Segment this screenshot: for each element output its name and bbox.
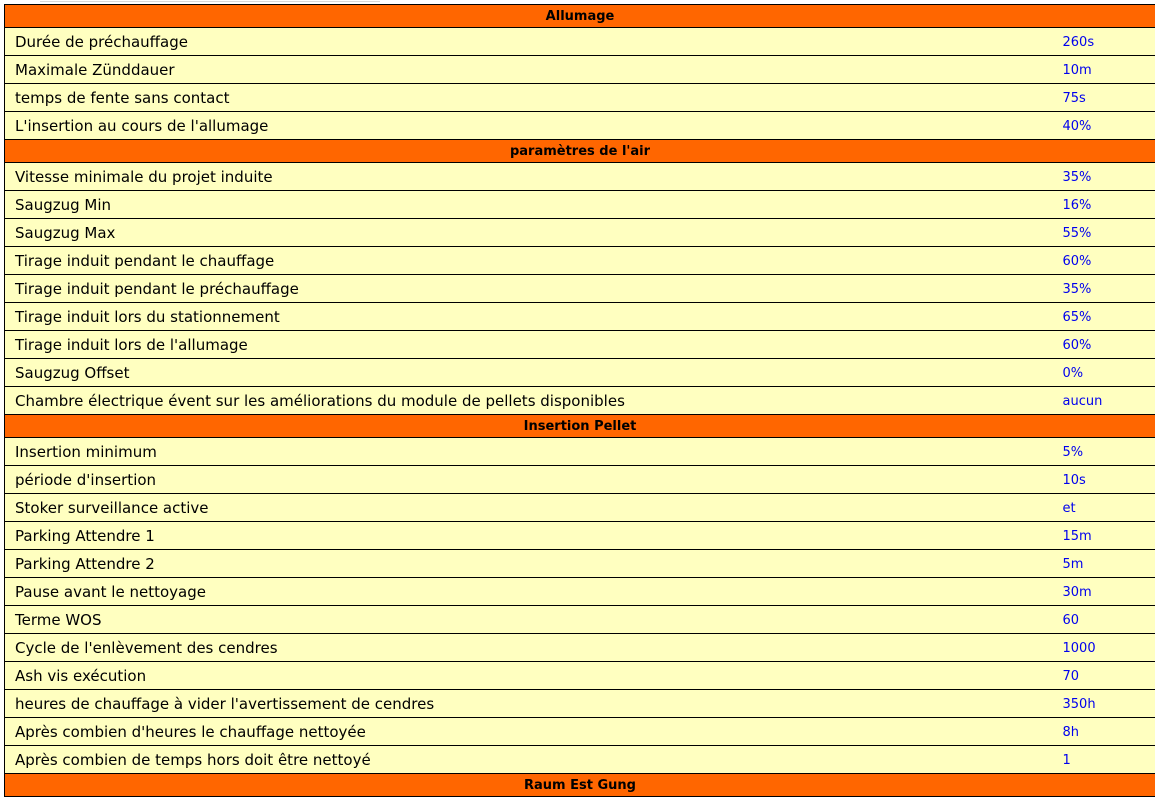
parameter-label: Parking Attendre 1 [5,522,1045,550]
parameter-value: 260s [1045,28,1155,56]
parameter-value: 70 [1045,662,1155,690]
parameter-label: Insertion minimum [5,438,1045,466]
parameter-row [5,191,1155,219]
parameter-row [5,466,1155,494]
parameter-label: Durée de préchauffage [5,28,1045,56]
parameter-label: Vitesse minimale du projet induite [5,163,1045,191]
parameter-value: aucun [1045,387,1155,415]
parameter-row [5,331,1155,359]
parameter-value: 60 [1045,606,1155,634]
section-header-row [5,415,1155,438]
parameter-label: Tirage induit lors du stationnement [5,303,1045,331]
cut-off-header-remnant [40,0,380,2]
parameter-value: 5m [1045,550,1155,578]
parameter-label: Tirage induit pendant le chauffage [5,247,1045,275]
parameter-value: 35% [1045,163,1155,191]
parameter-row [5,578,1155,606]
parameter-row [5,606,1155,634]
parameter-value: 15m [1045,522,1155,550]
parameter-row [5,163,1155,191]
parameters-table [4,4,1155,797]
parameter-row [5,359,1155,387]
parameter-label: heures de chauffage à vider l'avertissement de cendres [5,690,1045,718]
parameter-row [5,522,1155,550]
parameter-label: Tirage induit pendant le préchauffage [5,275,1045,303]
parameter-label: Parking Attendre 2 [5,550,1045,578]
parameter-label: Après combien d'heures le chauffage nettoyée [5,718,1045,746]
section-header-row [5,774,1155,797]
parameter-row [5,247,1155,275]
section-title: Allumage [5,5,1155,28]
parameter-label: Chambre électrique évent sur les améliorations du module de pellets disponibles [5,387,1045,415]
parameter-label: Cycle de l'enlèvement des cendres [5,634,1045,662]
parameter-value: 10m [1045,56,1155,84]
parameter-label: période d'insertion [5,466,1045,494]
parameter-row [5,662,1155,690]
parameter-label: Saugzug Max [5,219,1045,247]
parameter-value: 1000 [1045,634,1155,662]
parameter-value: 35% [1045,275,1155,303]
section-title: Insertion Pellet [5,415,1155,438]
parameter-row [5,303,1155,331]
parameter-label: Ash vis exécution [5,662,1045,690]
parameter-label: Saugzug Min [5,191,1045,219]
parameter-label: Saugzug Offset [5,359,1045,387]
parameter-label: Maximale Zünddauer [5,56,1045,84]
parameter-value: 75s [1045,84,1155,112]
parameter-row [5,28,1155,56]
parameter-value: 65% [1045,303,1155,331]
parameter-label: Tirage induit lors de l'allumage [5,331,1045,359]
parameter-value: 1 [1045,746,1155,774]
parameter-row [5,84,1155,112]
parameter-value: 350h [1045,690,1155,718]
parameter-value: 0% [1045,359,1155,387]
parameter-label: Après combien de temps hors doit être nettoyé [5,746,1045,774]
parameter-value: 10s [1045,466,1155,494]
parameter-row [5,112,1155,140]
parameter-row [5,387,1155,415]
parameter-row [5,56,1155,84]
parameter-value: 5% [1045,438,1155,466]
parameter-row [5,718,1155,746]
parameter-row [5,219,1155,247]
section-title: Raum Est Gung [5,774,1155,797]
parameter-label: Terme WOS [5,606,1045,634]
parameter-label: L'insertion au cours de l'allumage [5,112,1045,140]
parameter-label: Stoker surveillance active [5,494,1045,522]
section-title: paramètres de l'air [5,140,1155,163]
parameter-row [5,690,1155,718]
parameter-row [5,550,1155,578]
parameter-label: temps de fente sans contact [5,84,1045,112]
parameter-value: 16% [1045,191,1155,219]
parameter-value: 55% [1045,219,1155,247]
parameter-value: 60% [1045,331,1155,359]
parameter-row [5,634,1155,662]
parameter-value: 8h [1045,718,1155,746]
parameter-row [5,494,1155,522]
parameter-label: Pause avant le nettoyage [5,578,1045,606]
parameter-row [5,275,1155,303]
section-header-row [5,5,1155,28]
parameter-value: 30m [1045,578,1155,606]
parameter-row [5,438,1155,466]
parameters-table-body [5,5,1155,797]
parameter-value: et [1045,494,1155,522]
section-header-row [5,140,1155,163]
parameter-row [5,746,1155,774]
parameter-value: 40% [1045,112,1155,140]
parameter-value: 60% [1045,247,1155,275]
